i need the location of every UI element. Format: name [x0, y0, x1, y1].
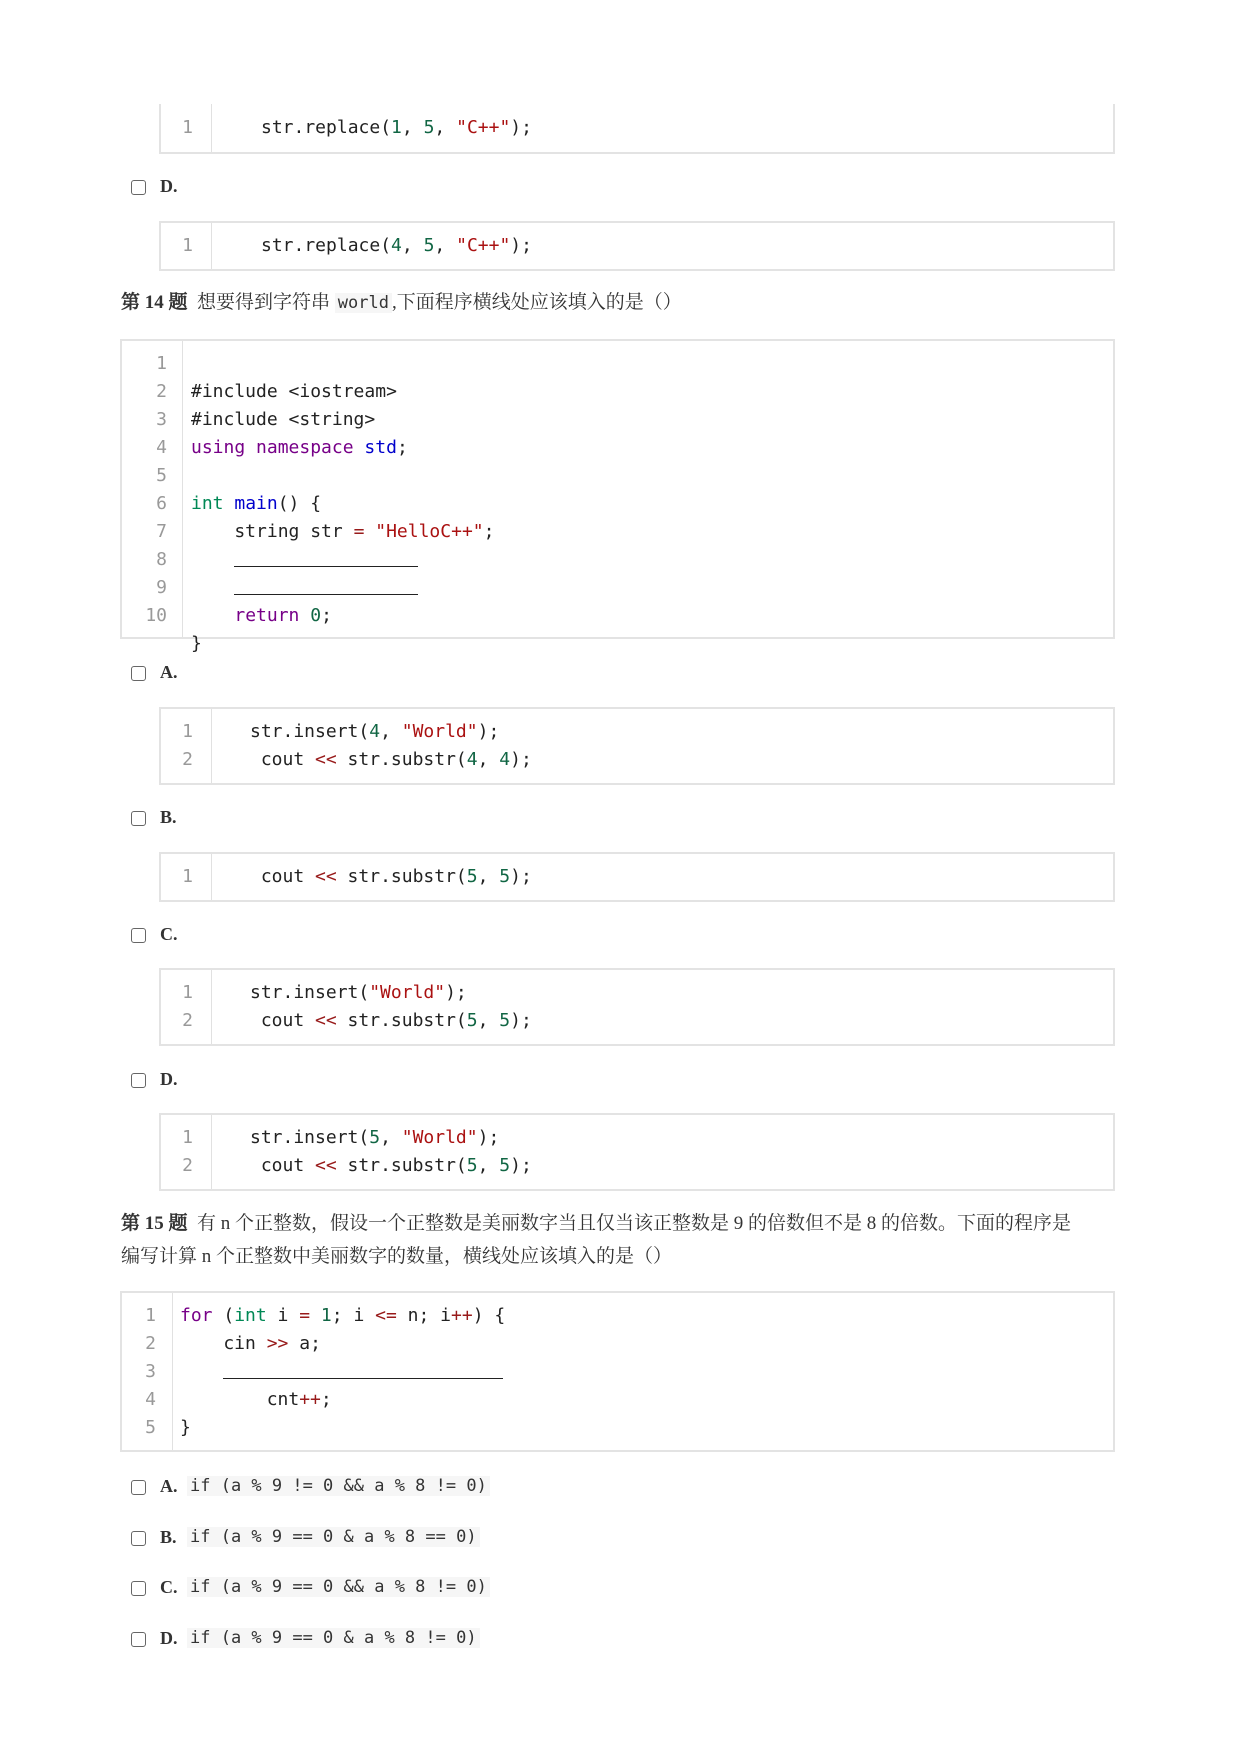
code-line: cin >> a; [180, 1333, 321, 1354]
q14-option-b-code-block [159, 852, 1115, 902]
q14-text-after: ,下面程序横线处应该填入的是（） [391, 292, 682, 313]
line-number: 1 [182, 866, 193, 887]
code-line: str.replace(4, 5, "C++"); [261, 235, 532, 256]
line-number: 1 [182, 1127, 193, 1148]
line-number: 5 [145, 1417, 156, 1438]
line-number: 2 [182, 1155, 193, 1176]
q14-option-b-label: B. [160, 807, 177, 827]
q15-option-a-label: A. [160, 1476, 178, 1496]
q15-option-c-checkbox[interactable] [131, 1581, 146, 1596]
q14-option-a-label: A. [160, 662, 178, 682]
code-line: int main() { [191, 493, 322, 514]
line-numbers [161, 979, 193, 1035]
q14-text-before: 想要得到字符串 [197, 292, 331, 313]
code-line: str.replace(1, 5, "C++"); [261, 117, 532, 138]
q15-program-code [180, 1302, 505, 1442]
line-number: 5 [156, 465, 167, 486]
q15-number: 第 15 题 [121, 1213, 188, 1234]
q15-option-a-checkbox[interactable] [131, 1480, 146, 1495]
code-line: cnt++; [180, 1389, 332, 1410]
code-line: return 0; [234, 605, 332, 626]
line-numbers [161, 718, 193, 774]
q15-option-c-code: if (a % 9 == 0 && a % 8 != 0) [187, 1577, 490, 1597]
line-number: 2 [145, 1333, 156, 1354]
line-numbers [122, 350, 167, 630]
code-line: cout << str.substr(4, 4); [250, 749, 532, 770]
code-line: #include <string> [191, 409, 376, 430]
option-code [250, 979, 532, 1035]
q15-option-b-checkbox[interactable] [131, 1531, 146, 1546]
q14-option-d-checkbox[interactable] [131, 1073, 146, 1088]
q14-option-b-checkbox[interactable] [131, 811, 146, 826]
code-line: } [180, 1417, 191, 1438]
line-number: 3 [145, 1361, 156, 1382]
line-number: 1 [182, 117, 193, 138]
line-number: 2 [156, 381, 167, 402]
q15-title [121, 1209, 1111, 1272]
option-code [250, 718, 532, 774]
q14-program-code-block [120, 339, 1115, 654]
q14-option-c-code-block [159, 968, 1115, 1046]
line-number: 1 [156, 353, 167, 374]
line-number: 2 [182, 749, 193, 770]
code-line: #include <iostream> [191, 381, 397, 402]
code-line-blank [191, 574, 494, 602]
q15-option-a-code: if (a % 9 != 0 && a % 8 != 0) [187, 1476, 490, 1496]
line-number: 9 [156, 577, 167, 598]
line-number: 1 [145, 1305, 156, 1326]
q14-inline-code: world [335, 293, 392, 313]
q14-option-c-checkbox[interactable] [131, 928, 146, 943]
q15-option-c-label: C. [160, 1577, 178, 1597]
q14-option-a-code-block [159, 707, 1115, 785]
q13-option-d-code-block [159, 221, 1115, 271]
line-numbers [122, 1302, 156, 1442]
code-line-blank [191, 546, 494, 574]
q14-title [121, 288, 682, 318]
line-number: 1 [182, 235, 193, 256]
code-line: for (int i = 1; i <= n; i++) { [180, 1305, 506, 1326]
code-line [191, 462, 494, 490]
line-number: 1 [182, 982, 193, 1003]
line-number: 3 [156, 409, 167, 430]
code-line: using namespace std; [191, 437, 408, 458]
q14-number: 第 14 题 [121, 292, 188, 313]
line-number: 2 [182, 1010, 193, 1031]
line-number: 7 [156, 521, 167, 542]
code-line: cout << str.substr(5, 5); [250, 866, 532, 887]
q15-option-d-code: if (a % 9 == 0 & a % 8 != 0) [187, 1628, 480, 1648]
line-number: 6 [156, 493, 167, 514]
code-line: str.insert("World"); [250, 982, 467, 1003]
q15-text-line-2: 编写计算 n 个正整数中美丽数字的数量，横线处应该填入的是（） [121, 1246, 673, 1267]
q15-program-code-block [120, 1291, 1115, 1452]
line-number: 10 [145, 605, 167, 626]
line-number: 8 [156, 549, 167, 570]
code-line: cout << str.substr(5, 5); [250, 1155, 532, 1176]
q14-option-a-checkbox[interactable] [131, 666, 146, 681]
line-numbers [161, 1124, 193, 1180]
code-line: string str = "HelloC++"; [191, 521, 495, 542]
q13-option-c-code-block [159, 104, 1115, 154]
q14-option-d-label: D. [160, 1069, 178, 1089]
option-code [250, 863, 532, 891]
q14-program-code [191, 350, 494, 714]
q14-option-d-code-block [159, 1113, 1115, 1191]
code-line: str.insert(5, "World"); [250, 1127, 500, 1148]
code-line-blank [180, 1358, 505, 1386]
q14-option-c-label: C. [160, 924, 178, 944]
line-number: 1 [182, 721, 193, 742]
q15-title-line-1 [121, 1209, 1111, 1239]
q13-option-d-checkbox[interactable] [131, 180, 146, 195]
q15-option-b-code: if (a % 9 == 0 & a % 8 == 0) [187, 1527, 480, 1547]
q15-option-d-checkbox[interactable] [131, 1632, 146, 1647]
q15-option-d-label: D. [160, 1628, 178, 1648]
code-line: cout << str.substr(5, 5); [250, 1010, 532, 1031]
code-line: str.insert(4, "World"); [250, 721, 500, 742]
code-line: } [191, 633, 202, 654]
line-number: 4 [145, 1389, 156, 1410]
option-code [250, 1124, 532, 1180]
q13-option-d-label: D. [160, 176, 178, 196]
line-number: 4 [156, 437, 167, 458]
q15-option-b-label: B. [160, 1527, 177, 1547]
q15-text-line-1: 有 n 个正整数，假设一个正整数是美丽数字当且仅当该正整数是 9 的倍数但不是 8 的倍数。下面的程序是 [197, 1213, 1072, 1234]
